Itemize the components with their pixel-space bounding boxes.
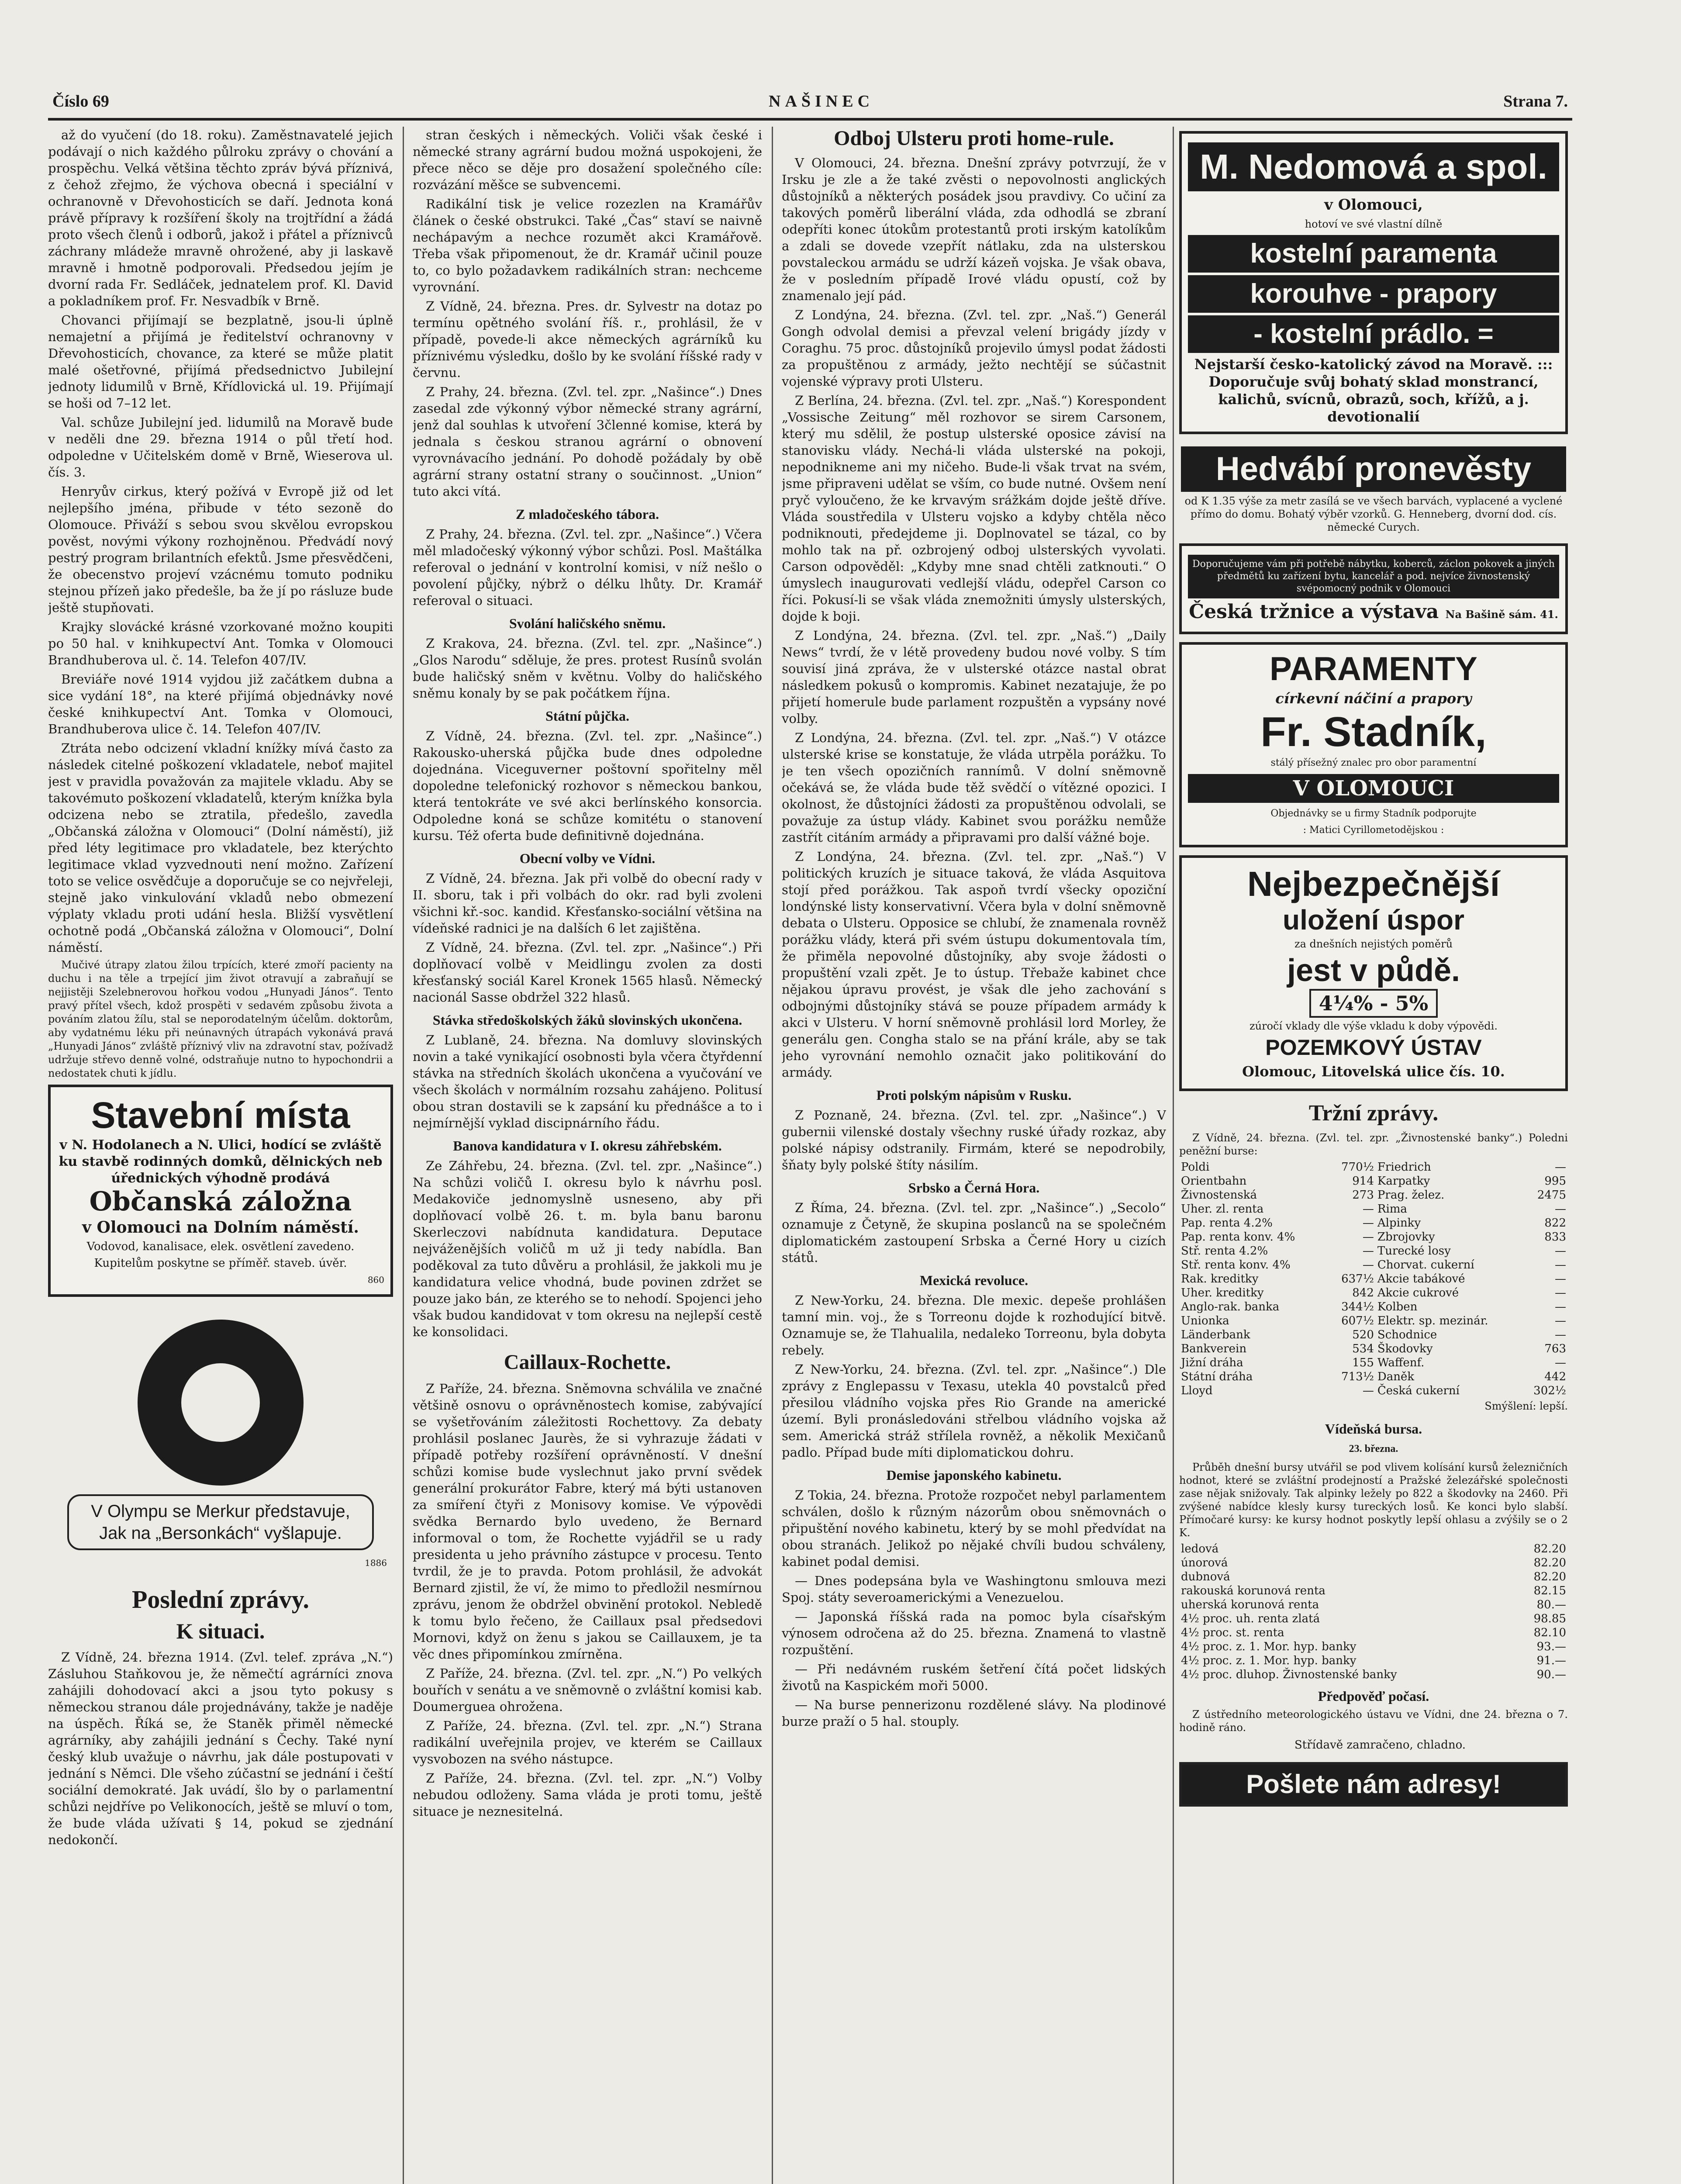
table-row [1179, 1654, 1568, 1668]
article-paragraph: Z Poznaně, 24. března. (Zvl. tel. zpr. „Našince“.) V gubernii vilenské dostaly všechny ruské úřady rozkaz, aby polské nápisy odstranily. Firmám, které se nepodrobily, šňaty byly polské štíty násilím. [782, 1108, 1166, 1172]
table-row [1179, 1570, 1568, 1584]
ad-company-name: Fr. Stadník, [1260, 708, 1487, 755]
stock-name: Poldi [1181, 1161, 1210, 1174]
column-3 [782, 127, 1166, 2184]
ad-text: Objednávky se u firmy Stadník podporujte [1270, 808, 1477, 819]
stock-value: 607½ [1341, 1314, 1374, 1327]
stock-name: Chorvat. cukerní [1377, 1258, 1474, 1272]
stock-name: Bankverein [1181, 1342, 1247, 1355]
article-paragraph: Chovanci přijímají se bezplatně, jsou-li úplně nemajetní a přijímá je ředitelství ochranovny v Dřevohosticích, chovance, za které se může platit malé ošetřovné, přijímá předsednictvo Jubilejní jednoty lidumilů v Brně, Křídlovická ul. 19. Přijímají se hoši od 7–12 let. [48, 313, 393, 411]
article-paragraph: Z New-Yorku, 24. března. (Zvl. tel. zpr. „Našince“.) Dle zprávy z Englepassu v Texasu, utekla 40 povstalců před přesilou vládního vojska přes Rio Grande na americké území. Byli pronásledováni střelbou vládního vojska až sem. Americká stráž střílela rovněž, a několik Mexičanů padlo. Případ bude míti diplomatickou dohru. [782, 1362, 1166, 1460]
stock-name: Státní dráha [1181, 1370, 1253, 1383]
ad-address: Olomouc, Litovelská ulice čís. 10. [1242, 1063, 1505, 1080]
table-row [1179, 1230, 1568, 1244]
article-paragraph: Z Vídně, 24. března. Pres. dr. Sylvestr na dotaz po termínu opětného svolání říš. r., prohlásil, že v případě, povede-li akce německých agrárníků ku příznivému výsledku, došlo by ke svolání říšské rady v červnu. [413, 299, 762, 380]
article-paragraph: Ztráta nebo odcizení vkladní knížky mívá často za následek citelné poškození vkladatele, neboť majitel jest v pravidla považován za majitele vkladu. Aby se takovémuto poškození vkladatelů, kterým knížka byla odcizena nebo se ztratila, předešlo, zavedla „Občanská záložna v Olomouci“ (Dolní náměstí), již před léty legitimace pro vkladatele, bez kterýchto legitimace vklad vyzvednouti není možno. Zařízení toto se velice osvědčuje a doporučuje se co nejvřeleji, stejně jako vinkulování vkladů nebo obmezení výplaty vkladu proti udání hesla. Bližší vysvětlení ochotně podá „Občanská záložna v Olomouci“, Dolní náměstí. [48, 741, 393, 955]
article-paragraph: Z Londýna, 24. března. (Zvl. tel. zpr. „Naš.“) „Daily News“ tvrdí, že v létě provedeny budou nové volby. S tím souvisí jiná zpráva, že v ulsterské otázce nastal obrat následkem pokusů o kompromis. Kabinet nezatajuje, že po přijetí homerule bude parlament rozpuštěn a vypsány nové volby. [782, 628, 1166, 726]
article-paragraph: Z Vídně, 24. března. (Zvl. tel. zpr. „Našince“.) Rakousko-uherská půjčka bude dnes odpoledne dojednána. Viceguverner poštovní spořitelny měl dopoledne telefonický rozhovor s německou bankou, která tentokráte ve své akci berlínského konsorcia. Odpoledne koná se schůze komitétu o stanovení kursu. Též oferta bude definitivně dojednána. [413, 729, 762, 843]
bourse-label: 4½ proc. uh. renta zlatá [1181, 1612, 1320, 1625]
article-paragraph: — Japonská říšská rada na pomoc byla císařským výnosem odročena až do 25. března. Znamená to vlastně rozpuštění. [782, 1609, 1166, 1657]
bourse-value: 90.— [1536, 1668, 1566, 1681]
table-row [1179, 1202, 1568, 1216]
stock-name: Prag. želez. [1377, 1189, 1445, 1202]
article-heading: Banova kandidatura v I. okresu záhřebském. [453, 1138, 722, 1154]
ad-text: Nejstarší česko-katolický závod na Moravě. ::: Doporučuje svůj bohatý sklad monstrancí, kalichů, svícnů, obrazů, soch, křížů, a j. devotionalií [1194, 356, 1553, 425]
bourse-text: Průběh dnešní bursy utvářil se pod vlivem kolísání kursů železničních hodnot, které se zvláštní prodejností a Pražské železářské společnosti zase nějak snižovaly. Tak alpinky ležely po 822 a škodovky na 2460. Při zvýšené nabídce klesly kursy tureckých losů. Ke konci bylo slabší. Přímočaré kursy: ke kursy hodnot poskytly lepší ohlasu a zvýšily se o 2 K. [1179, 1461, 1568, 1539]
table-row [1179, 1272, 1568, 1286]
article-heading: Svolání haličského sněmu. [509, 615, 666, 631]
article-paragraph: — Dnes podepsána byla ve Washingtonu smlouva mezi Spoj. státy severoamerickými a Venezuelou. [782, 1573, 1166, 1605]
ad-sub: hotoví ve své vlastní dílně [1305, 218, 1443, 230]
bourse-value: 91.— [1536, 1654, 1566, 1667]
article-paragraph: Krajky slovácké krásné vzorkované možno koupiti po 50 hal. v knihkupectví Ant. Tomka v Olomouci Brandhuberova ul. č. 14. Telefon 407/IV. [48, 619, 393, 667]
stock-name: Friedrich [1377, 1161, 1431, 1174]
bourse-table [1179, 1542, 1568, 1682]
banner-send-addresses: Pošlete nám adresy! [1179, 1762, 1568, 1807]
stock-value: 822 [1544, 1216, 1566, 1230]
article-paragraph: Val. schůze Jubilejní jed. lidumilů na Moravě bude v neděli dne 29. března 1914 o půl třetí hod. odpoledne v Učitelském domě v Brně, Wieserova ul. čís. 3. [48, 415, 393, 480]
ad-line: jest v půdě. [1287, 953, 1460, 988]
stock-name: Česká cukerní [1377, 1384, 1460, 1397]
article-paragraph: Z Tokia, 24. března. Protože rozpočet nebyl parlamentem schválen, došlo k různým názorům obou sněmovnách o připuštění nového kabinetu, který by se mohl předvídat na obou stranách. Jelikož po nějaké chvíli budou schváleny, kabinet podal demisi. [782, 1488, 1166, 1569]
stock-value: — [1362, 1216, 1374, 1230]
stock-value: — [1555, 1286, 1566, 1299]
article-paragraph: Z Paříže, 24. března. Sněmovna schválila ve značné většině osnovu o oprávněnostech komise, zabývající se vyšetřováním záležitosti Rochettovy. Za debaty prohlásil poslanec Jaurès, že si vyhrazuje žádati v případě potřeby rozšíření oprávněností. V dnešní schůzi komise bude vyslechnut jako první svědek generální prokurátor Fabre, který má býti ustanoven za smíření čtyři z Monisovy komise. Ve výpovědi svědka Bernardo bylo uvedeno, že Bernard informoval o tom, že Rochette vyjádřil se u rady presidenta u jeho právního zástupce v procesu. Tento tvrdil, že je to pravda. Potom prohlásil, že advokát Bernard zjistil, že ví, že mimo to předložil nesmírnou zprávu, jenom že obdržel obvinění protokol. Nebledě k tomu bylo řečeno, že Caillaux psal předsedovi Mornovi, když on ženu s jakou se Caillauxem, je ta věc dnes připomínkou zmírněna. [413, 1381, 762, 1662]
stock-name: Zbrojovky [1377, 1230, 1435, 1244]
stock-value: 442 [1544, 1370, 1566, 1383]
column-1 [48, 127, 393, 2184]
article-heading: Vídeňská bursa. [1325, 1421, 1422, 1437]
stock-name: Unionka [1181, 1314, 1229, 1327]
article-paragraph: Z Říma, 24. března. (Zvl. tel. zpr. „Našince“.) „Secolo“ oznamuje z Četyně, že skupina poslanců na se společném diplomatickém zastoupení Srbska a Černé Hory u cizích států. [782, 1200, 1166, 1265]
stock-value: — [1362, 1258, 1374, 1272]
article-heading: Proti polským nápisům v Rusku. [876, 1087, 1072, 1103]
ad-bank-place: v Olomouci na Dolním náměstí. [82, 1218, 359, 1237]
ad-company-name: M. Nedomová a spol. [1188, 142, 1559, 191]
article-paragraph: Z Paříže, 24. března. (Zvl. tel. zpr. „N.“) Strana radikální uveřejnila projev, ve kterém se Caillaux vysvobozen na svého nástupce. [413, 1718, 762, 1766]
stock-value: — [1555, 1300, 1566, 1313]
stock-name: Škodovky [1377, 1342, 1433, 1355]
ad-building-plots [48, 1085, 393, 1297]
stock-name: Schodnice [1377, 1328, 1437, 1341]
illustration-big-o [138, 1320, 304, 1486]
article-paragraph: stran českých i německých. Voliči však české i německé strany agrární budou možná uspokojeni, že přece něco se děje pro dosažení společného cíle: rozvázání měšce se subvencemi. [413, 128, 762, 192]
bourse-value: 82.20 [1533, 1542, 1566, 1555]
ad-quote-line: Jak na „Bersonkách“ vyšlapuje. [99, 1524, 342, 1543]
section-subtitle: K situaci. [176, 1619, 265, 1643]
table-row [1179, 1328, 1568, 1342]
article-paragraph: Z Vídně, 24. března. Jak při volbě do obecní rady v II. sboru, tak i při volbách do okr. rad byli zvoleni všichni kř.-soc. kandid. Křesťansko-sociální většina na vídeňské radnici je na dalších 6 let zajištěna. [413, 871, 762, 936]
section-title-market: Tržní zprávy. [1308, 1101, 1439, 1126]
stock-value: 637½ [1341, 1272, 1374, 1286]
stock-name: Pap. renta konv. 4% [1181, 1230, 1295, 1244]
stock-name: Karpatky [1377, 1175, 1430, 1188]
bourse-value: 82.15 [1533, 1584, 1566, 1597]
stock-value: — [1555, 1203, 1566, 1216]
ad-land-institute [1179, 855, 1568, 1091]
table-row [1179, 1174, 1568, 1188]
article-paragraph: Z Londýna, 24. března. (Zvl. tel. zpr. „Naš.“) Generál Gongh odvolal demisi a převzal velení brigády jízdy v Coraghu. 75 proc. důstojníků projevilo úmysl podat žádosti za propuštěnou z armády, ježto nechtějí se súčastnit vojenské výpravy proti Ulsteru. [782, 308, 1166, 389]
bourse-label: 4½ proc. dluhop. Živnostenské banky [1181, 1668, 1397, 1681]
article-paragraph: Henryův cirkus, který požívá v Evropě již od let nejlepšího jména, přibude v této sezoně do Olomouce. Přiváží s sebou svou skvělou evropskou pověst, novými výkony rozhojněnou. Předvádí nový pestrý program brilantních efektů. Jsme přesvědčeni, že obecenstvo projeví vzácnému tomuto podniku stejnou přízeň jako předešle, ba že jí po rásluze bude ještě stupňovati. [48, 484, 393, 615]
ad-text: : Matici Cyrillometodějskou : [1303, 825, 1444, 836]
ad-line: kostelní paramenta [1188, 235, 1559, 273]
stock-value: 713½ [1341, 1370, 1374, 1383]
stock-name: Stř. renta konv. 4% [1181, 1258, 1291, 1272]
stock-name: Elektr. sp. mezinár. [1377, 1314, 1488, 1327]
table-row [1179, 1668, 1568, 1682]
ad-text: za dnešních nejistých poměrů [1294, 938, 1453, 950]
page-header [48, 79, 1572, 121]
table-row [1179, 1640, 1568, 1654]
ad-line: uložení úspor [1283, 904, 1464, 936]
market-intro: Z Vídně, 24. března. (Zvl. tel. zpr. „Živnostenské banky“.) Poledni peněžní burse: [1179, 1132, 1568, 1157]
article-paragraph: Radikální tisk je velice rozezlen na Kramářův článek o české obstrukci. Také „Čas“ staví se naivně nechápavým a nechce rozumět akci Kramářově. Třeba však připomenout, že dr. Kramář učinil pouze to, co bylo požadavkem radikálních stran: nechceme vyrovnání. [413, 197, 762, 294]
ad-paramenty [1179, 642, 1568, 847]
issue-number: Číslo 69 [52, 92, 109, 111]
table-row [1179, 1556, 1568, 1570]
article-heading: Srbsko a Černá Hora. [908, 1180, 1040, 1196]
table-row [1179, 1258, 1568, 1272]
stock-value: — [1555, 1272, 1566, 1286]
stock-value: 995 [1544, 1175, 1566, 1188]
ad-nedomova [1179, 131, 1568, 434]
stock-value: — [1362, 1244, 1374, 1258]
stock-value: — [1555, 1314, 1566, 1327]
column-rule [1173, 127, 1174, 2184]
ad-interest-rate: 4¼% - 5% [1309, 989, 1438, 1018]
table-row [1179, 1342, 1568, 1356]
stock-name: Lloyd [1181, 1384, 1213, 1397]
article-paragraph: Z Paříže, 24. března. (Zvl. tel. zpr. „N.“) Po velkých bouřích v senátu a ve sněmovně o zvláštní komisi kab. Doumerguea ohrožena. [413, 1666, 762, 1714]
stock-name: Akcie tabákové [1377, 1272, 1465, 1286]
article-paragraph: Breviáře nové 1914 vyjdou již začátkem dubna a sice vydání 18°, na které přijímá objednávky nové české knihkupectví Ant. Tomka v Olomouci, Brandhuberova ulice č. 14. Telefon 407/IV. [48, 672, 393, 736]
article-paragraph: Z Lublaně, 24. března. Na domluvy slovinských novin a také vynikající osobnosti byla včera čtyřdenní stávka na středních školách ukončena a vyučování ve všech školách v normálním rozsahu zahájeno. Politusí obou stran dostavili se k zapsání ku přednášce a to i nejmírnější vyklad discipnárního řádu. [413, 1033, 762, 1130]
article-paragraph: Z Prahy, 24. března. (Zvl. tel. zpr. „Našince“.) Dnes zasedal zde výkonný výbor německé strany agrární, jenž dal souhlas k utvoření 3členné komise, která by jednala s českou stranou agrární o obnovení vyrovnávacího jednání. Po dohodě požádaly by obě agrární strany ostatní strany o součinnost. „Union“ tuto akci vítá. [413, 384, 762, 499]
bourse-value: 80.— [1536, 1598, 1566, 1611]
table-row [1179, 1244, 1568, 1258]
table-row [1179, 1370, 1568, 1384]
ad-code: 860 [367, 1275, 384, 1285]
ad-code: 1886 [365, 1558, 387, 1568]
article-paragraph: — Při nedávném ruském šetření čítá počet lidských životů na Kaspickém moři 5000. [782, 1662, 1166, 1693]
section-title-latest-news: Poslední zprávy. [131, 1585, 310, 1614]
ad-text: stálý přísežný znalec pro obor paramentní [1270, 757, 1477, 768]
stock-value: 155 [1352, 1356, 1374, 1369]
table-row [1179, 1160, 1568, 1174]
stock-value: — [1362, 1230, 1374, 1244]
ad-text: zúročí vklady dle výše vkladu k doby výpovědi. [1250, 1020, 1498, 1032]
article-heading: Mexická revoluce. [919, 1272, 1029, 1288]
bourse-label: 4½ proc. z. 1. Mor. hyp. banky [1181, 1654, 1357, 1667]
article-paragraph: až do vyučení (do 18. roku). Zaměstnavatelé jejich podávají o nich každého půlroku zprávy o chování a prospěchu. Velká většina těchto zpráv bývá příznivá, z čehož zřejmo, že výchova obecná i speciální v ochranovně v Dřevohosticích se daří. Jednota koná právě přípravy k rozšíření školy na trojtřídní a žádá proto všech členů i odborů, jakož i přátel a příznivců záchrany mládeže mravně ohrožené, aby ji laskavě mravně i hmotně podporovali. Předsedou jejím je dvorní rada Fr. Sedláček, jednatelem prof. Kl. David a pokladníkem prof. Fr. Nesvadbík v Brně. [48, 128, 393, 308]
article-heading: Předpověď počasí. [1318, 1688, 1429, 1704]
stock-name: Akcie cukrové [1377, 1286, 1459, 1299]
stock-value: 770½ [1341, 1161, 1374, 1174]
article-headline: Caillaux-Rochette. [504, 1351, 671, 1374]
article-paragraph: Z Paříže, 24. března. (Zvl. tel. zpr. „N.“) Volby nebudou odloženy. Sama vláda je proti tomu, ještě situace je neznesitelná. [413, 1771, 762, 1819]
ad-address: Na Bašině sám. 41. [1445, 608, 1558, 621]
stock-name: Uher. zl. renta [1181, 1203, 1264, 1216]
article-paragraph: Z Londýna, 24. března. (Zvl. tel. zpr. „Naš.“) V politických kruzích je situace taková, že vláda Asquitova stojí před porážkou. Tak aspoň tvrdí všecky opoziční londýnské listy konservativní. Včera byla v dolní sněmovně debata o Ulsteru. Opposice se chlubí, že znamenala rovněž porážku vlády, která při svém ústupu dokumentovala tím, že přiměla nepovolné důstojníky, aby svoje žádosti o propuštění vzali zpět. Je to ústup. Třebaže kabinet chce nějakou úpravu provést, je však dle jeho zachování s odbojnými důstojníky stává se pouze případem armády k akci v Ulsteru. V horní sněmovně prohlásil lord Morley, že generálu gen. Congha stalo se na přání krále, aby se tak jeho vyrovnání nemohlo označit jako politikování do armády. [782, 849, 1166, 1080]
column-4 [1179, 127, 1568, 2184]
bourse-value: 98.85 [1533, 1612, 1566, 1625]
newspaper-title: NAŠINEC [769, 92, 874, 111]
stock-name: Stř. renta 4.2% [1181, 1244, 1268, 1258]
bourse-value: 82.20 [1533, 1570, 1566, 1583]
stock-value: 273 [1352, 1189, 1374, 1202]
ad-title: PARAMENTY [1270, 650, 1477, 688]
stock-name: Uher. kreditky [1181, 1286, 1264, 1299]
article-heading: Z mladočeského tábora. [516, 506, 659, 522]
ad-company-name [1188, 601, 1559, 625]
ad-text: od K 1.35 výše za metr zasílá se ve všech barvách, vyplacené a vyclené přímo do domu. Bohatý výběr vzorků. G. Henneberg, dvorní dod. cís. německé Curych. [1184, 495, 1563, 533]
stock-value: — [1362, 1203, 1374, 1216]
stock-name: Rima [1377, 1203, 1407, 1216]
stock-value: — [1362, 1384, 1374, 1397]
ad-name: Česká tržnice a výstava [1189, 601, 1439, 623]
table-row [1179, 1598, 1568, 1612]
article-paragraph: Ze Záhřebu, 24. března. (Zvl. tel. zpr. „Našince“.) Na schůzi voličů I. okresu bylo k návrhu posl. Medakoviče jednomyslně usneseno, aby při doplňovací volbě 26. t. m. byla banu baronu Skerleczovi nabídnuta kandidatura. Deputace nejváženějších voličů m už ji tedy nabídla. Ban poděkoval za tuto důvěru a prohlásil, že jakkoli mu je kandidatura velice vhodná, bude povinen zdržet se pouze jako bán, ze kterého se to nehodí. Spojenci jeho však budou kandidovat v tom okresu na nejlepší cestě ke konsolidaci. [413, 1158, 762, 1339]
bourse-value: 82.10 [1533, 1626, 1566, 1639]
ad-line: - kostelní prádlo. = [1188, 315, 1559, 353]
stock-name: Länderbank [1181, 1328, 1250, 1341]
article-paragraph: Z Vídně, 24. března. (Zvl. tel. zpr. „Našince“.) Při doplňovací volbě v Meidlingu zvolen za dosti křesťanský sociál Karel Kronek 1565 hlasů. Německý nacionál Sasse obdržel 322 hlasů. [413, 940, 762, 1005]
table-row [1179, 1314, 1568, 1328]
weather-text: Z ústředního meteorologického ústavu ve Vídni, dne 24. března o 7. hodině ráno. [1179, 1708, 1568, 1734]
article-heading: Státní půjčka. [545, 708, 630, 724]
page-number: Strana 7. [1503, 92, 1568, 111]
ad-line: korouhve - prapory [1188, 275, 1559, 313]
bourse-label: 4½ proc. st. renta [1181, 1626, 1284, 1639]
article-headline: Odboj Ulsteru proti home-rule. [834, 127, 1114, 150]
stock-table [1179, 1160, 1568, 1398]
bourse-label: ledová [1181, 1542, 1219, 1555]
ad-quote [67, 1494, 374, 1550]
ad-note: Vodovod, kanalisace, elek. osvětlení zavedeno. Kupitelům poskytne se příměř. staveb. úvěr. [86, 1240, 355, 1270]
ad-text: v N. Hodolanech a N. Ulici, hodící se zvláště ku stavbě rodinných domků, dělnických neb úřednických výhodně prodává [59, 1137, 383, 1186]
table-row [1179, 1612, 1568, 1626]
article-heading: Demise japonského kabinetu. [886, 1467, 1062, 1483]
column-rule [403, 127, 404, 2184]
column-rule [772, 127, 773, 2184]
article-paragraph: V Olomouci, 24. března. Dnešní zprávy potvrzují, že v Irsku je zle a že také zvěsti o nepovolnosti anglických důstojníků a některých posádek jsou pravdivy. Co učiní za takových poměrů liberální vláda, zda odhodlá se zbraní odepříti konec útokům protestantů proti irským katolíkům a zdali se dovede vzepřít nátlaku, zda na ulsterskou povstaleckou armádu se udrží kázeň vojska. Je však obava, že v posledním případě Irové vládu opustí, což by znamenalo její pád. [782, 156, 1166, 303]
ad-title: Nejbezpečnější [1247, 864, 1500, 903]
bourse-label: 4½ proc. z. 1. Mor. hyp. banky [1181, 1640, 1357, 1653]
column-2 [413, 127, 762, 2184]
ad-bank-name: Občanská záložna [89, 1186, 352, 1217]
table-row [1179, 1188, 1568, 1202]
table-row [1179, 1584, 1568, 1598]
bourse-label: rakouská korunová renta [1181, 1584, 1325, 1597]
stock-name: Živnostenská [1181, 1189, 1257, 1202]
stock-value: 520 [1352, 1328, 1374, 1341]
table-row [1179, 1542, 1568, 1556]
article-heading: Obecní volby ve Vídni. [519, 850, 656, 866]
stock-value: 344½ [1341, 1300, 1374, 1313]
stock-name: Kolben [1377, 1300, 1418, 1313]
ad-title: Stavební místa [91, 1095, 350, 1136]
article-paragraph: Z Vídně, 24. března 1914. (Zvl. telef. zpráva „N.“) Zásluhou Staňkovou je, že němečtí agrárníci znova zahájili dohodovací akci a jsou tyto pokusy s německou stranou dále projednávány, takže je naděje na úspěch. Říká se, že Staněk přiměl německé agrárníky, aby zahájili jednání s Čechy. Také nyní český klub uvažuje o návrhu, jak dále postupovati v jednání s Němci. Dle všeho zúčastní se jednání i čeští sociální demokraté. Jak uvádí, šlo by o parlamentní schůzi nejdříve po Velikonocích, ještě se mluví o tom, že bude vláda užívati § 14, pokud se zjednání nedokončí. [48, 1650, 393, 1847]
table-row [1179, 1384, 1568, 1398]
stock-name: Rak. kreditky [1181, 1272, 1259, 1286]
article-paragraph: Z Krakova, 24. března. (Zvl. tel. zpr. „Našince“.) „Glos Narodu“ sděluje, že pres. protest Rusínů svolán bude haličský sněm v květnu. Volby do haličského sněmu konaly by se pak počátkem října. [413, 636, 762, 701]
stock-value: — [1555, 1161, 1566, 1174]
table-row [1179, 1356, 1568, 1370]
bourse-label: únorová [1181, 1556, 1228, 1569]
table-row [1179, 1216, 1568, 1230]
stock-name: Alpinky [1377, 1216, 1421, 1230]
stock-name: Daněk [1377, 1370, 1415, 1383]
table-row [1179, 1300, 1568, 1314]
article-paragraph: — Na burse pennerizonu rozdělené slávy. Na plodinové burze praží o 5 hal. stouply. [782, 1697, 1166, 1729]
table-row [1179, 1626, 1568, 1640]
table-row [1179, 1286, 1568, 1300]
article-paragraph: Z New-Yorku, 24. března. Dle mexic. depeše prohlášen tamní min. voj., že s Torreonu dojde k rozhodující bitvě. Oznamuje se, že Tlahualila, nedaleko Torreonu, byla dobyta rebely. [782, 1293, 1166, 1358]
ad-text: Doporučujeme vám při potřebě nábytku, koberců, záclon pokovek a jiných předmětů ku zařízení bytu, kancelář a pod. nejvíce živnostenský svépomocný podnik v Olomouci [1188, 555, 1559, 598]
weather-line: Střídavě zamračeno, chladno. [1294, 1738, 1466, 1752]
bourse-value: 93.— [1536, 1640, 1566, 1653]
article-date: 23. března. [1349, 1443, 1398, 1455]
ad-silk [1179, 442, 1568, 536]
article-paragraph: Z Berlína, 24. března. (Zvl. tel. zpr. „Naš.“) Korespondent „Vossische Zeitung“ měl rozhovor se sirem Carsonem, který mu sdělil, že postup ulsterské oposice závisí na stanovisku vlády. Nechá-li vláda ulsterské na pokoji, nepodnikneme ani my ničeho. Bude-li však trvat na svém, jsme připraveni udělat se vším, co bude nutné. Ovšem není pryč vyloučeno, že ke krvavým srážkám dojde ještě dříve. Vláda soustředila v Ulsteru vojsko a kdyby chtěla něco podniknouti, předejdeme ji. Doplnovatel se tázal, co by mohlo tak na př. ozbrojený odboj ulsterských vyvolati. Carson odpověděl: „Kdyby mne snad chtěli zatknouti.“ O úmyslech inaugurovati vedlejší vládu, odepřel Carson co říci. Pokusí-li se však vláda znemožniti úmysly ulsterských, dojde k boji. [782, 393, 1166, 624]
stock-name: Waffenf. [1377, 1356, 1425, 1369]
stock-name: Turecké losy [1377, 1244, 1451, 1258]
stock-value: 534 [1352, 1342, 1374, 1355]
ad-sub: církevní náčiní a prapory [1275, 690, 1472, 707]
stock-value: 833 [1544, 1230, 1566, 1244]
stock-value: — [1555, 1356, 1566, 1369]
stock-value: 842 [1352, 1286, 1374, 1299]
ad-quote-line: V Olympu se Merkur představuje, [91, 1502, 350, 1521]
stock-value: 302½ [1533, 1384, 1566, 1397]
ad-company-name: POZEMKOVÝ ÚSTAV [1265, 1035, 1482, 1060]
bourse-label: uherská korunová renta [1181, 1598, 1319, 1611]
article-paragraph: Z Prahy, 24. března. (Zvl. tel. zpr. „Našince“.) Včera měl mladočeský výkonný výbor schůzi. Posl. Maštálka referoval o jednání v kontrolní komisi, v níž nešlo o povolení půjčky, nýbrž o délku lhůty. Dr. Kramář referoval o situaci. [413, 527, 762, 608]
stock-name: Orientbahn [1181, 1175, 1247, 1188]
stock-name: Jižní dráha [1181, 1356, 1243, 1369]
article-paragraph: Mučivé útrapy zlatou žilou trpících, které zmoří pacienty na duchu i na těle a trpející jim život otravují a zabraňují se nejjistěji Szelebnerovou hořkou vodou „Hunyadi János“. Tento pravý přítel všech, kdož prospěti v sedavém způsobu života a pováním zlatou žílu, stal se neporodatelným účelům. doktorům, aby vydatnému léku při neúnavných útrapách vykonává pravá „Hunyadi János“ zvláště příznivý vliv na zdravotní stav, požívadž udržuje střevo denně volné, odstraňuje nutno to hypochondrii a nedostatek chuti k jídlu. [48, 959, 393, 1079]
ad-olympus [48, 1305, 393, 1577]
stock-name: Pap. renta 4.2% [1181, 1216, 1273, 1230]
ad-czech-market [1179, 543, 1568, 634]
stock-name: Anglo-rak. banka [1181, 1300, 1280, 1313]
ad-city: V OLOMOUCI [1188, 774, 1559, 803]
bourse-label: dubnová [1181, 1570, 1230, 1583]
stock-value: — [1555, 1328, 1566, 1341]
article-paragraph: Z Londýna, 24. března. (Zvl. tel. zpr. „Naš.“) V otázce ulsterské krise se konstatuje, že vláda utrpěla porážku. To je ten všech opozičních rannímů. V dolní sněmovně očekává se, že vláda bude těž svědčí o vítězné opozici. I okolnost, že důstojníci žádosti za propuštěnou odvolali, se považuje za ústup vlády. Kabinet svou porážku nemůže zastřít citáním armády a připravami pro další vážné boje. [782, 730, 1166, 845]
stock-value: 763 [1544, 1342, 1566, 1355]
stock-value: — [1555, 1258, 1566, 1272]
article-heading: Stávka středoškolských žáků slovinských ukončena. [432, 1012, 742, 1028]
ad-city: v Olomouci, [1324, 196, 1423, 214]
stock-value: 2475 [1537, 1189, 1566, 1202]
ad-title: Hedvábí pronevěsty [1181, 446, 1566, 492]
stock-value: 914 [1352, 1175, 1374, 1188]
stock-value: — [1555, 1244, 1566, 1258]
bourse-value: 82.20 [1533, 1556, 1566, 1569]
market-tone: Smýšlení: lepší. [1484, 1400, 1568, 1412]
